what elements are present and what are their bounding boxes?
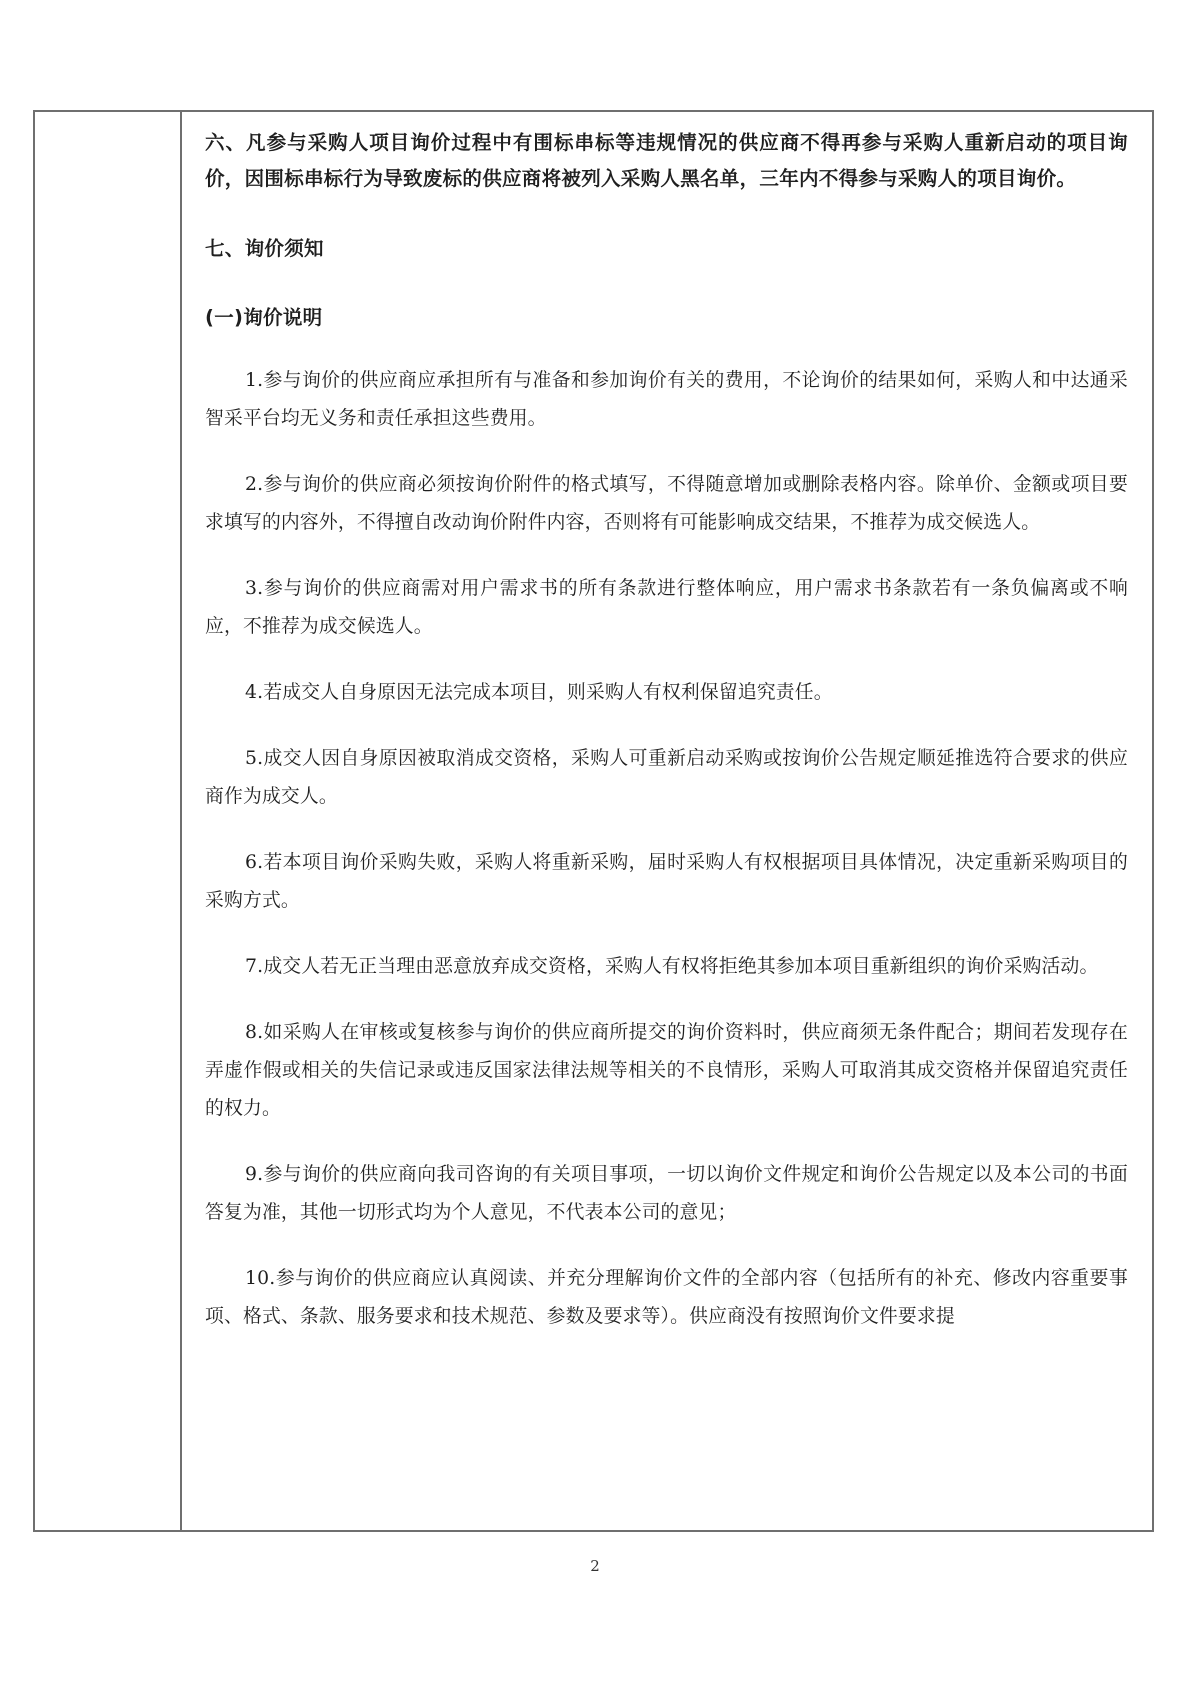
page-number: 2 — [590, 1557, 600, 1575]
instruction-item-3: 3.参与询价的供应商需对用户需求书的所有条款进行整体响应，用户需求书条款若有一条负偏离或不响应，不推荐为成交候选人。 — [205, 578, 1128, 637]
instruction-item-2: 2.参与询价的供应商必须按询价附件的格式填写，不得随意增加或删除表格内容。除单价、金额或项目要求填写的内容外，不得擅自改动询价附件内容，否则将有可能影响成交结果，不推荐为成交候选人。 — [205, 474, 1128, 533]
table-left-column — [35, 112, 182, 1530]
instruction-item-8: 8.如采购人在审核或复核参与询价的供应商所提交的询价资料时，供应商须无条件配合；期间若发现存在弄虚作假或相关的失信记录或违反国家法律法规等相关的不良情形，采购人可取消其成交资格并保留追究责任的权力。 — [205, 1022, 1128, 1119]
instruction-item-4: 4.若成交人自身原因无法完成本项目，则采购人有权利保留追究责任。 — [245, 682, 833, 703]
table-content-column — [182, 112, 1152, 1530]
instruction-item-5: 5.成交人因自身原因被取消成交资格，采购人可重新启动采购或按询价公告规定顺延推选符合要求的供应商作为成交人。 — [205, 748, 1128, 807]
instruction-item-10: 10.参与询价的供应商应认真阅读、并充分理解询价文件的全部内容（包括所有的补充、修改内容重要事项、格式、条款、服务要求和技术规范、参数及要求等）。供应商没有按照询价文件要求提 — [205, 1268, 1128, 1327]
instruction-item-9: 9.参与询价的供应商向我司咨询的有关项目事项，一切以询价文件规定和询价公告规定以及本公司的书面答复为准，其他一切形式均为个人意见，不代表本公司的意见； — [205, 1164, 1128, 1223]
instruction-item-6: 6.若本项目询价采购失败，采购人将重新采购，届时采购人有权根据项目具体情况，决定重新采购项目的采购方式。 — [205, 852, 1128, 911]
section-7-heading: 七、询价须知 — [205, 237, 324, 260]
document-table — [33, 110, 1154, 1532]
instruction-item-7: 7.成交人若无正当理由恶意放弃成交资格，采购人有权将拒绝其参加本项目重新组织的询价采购活动。 — [245, 956, 1099, 977]
instruction-item-1: 1.参与询价的供应商应承担所有与准备和参加询价有关的费用，不论询价的结果如何，采购人和中达通采智采平台均无义务和责任承担这些费用。 — [205, 370, 1128, 429]
inquiry-instructions-list — [205, 362, 1128, 1336]
section-6-paragraph: 六、凡参与采购人项目询价过程中有围标串标等违规情况的供应商不得再参与采购人重新启动的项目询价，因围标串标行为导致废标的供应商将被列入采购人黑名单，三年内不得参与采购人的项目询价。 — [205, 131, 1128, 190]
subsection-1-heading: (一)询价说明 — [205, 306, 323, 329]
